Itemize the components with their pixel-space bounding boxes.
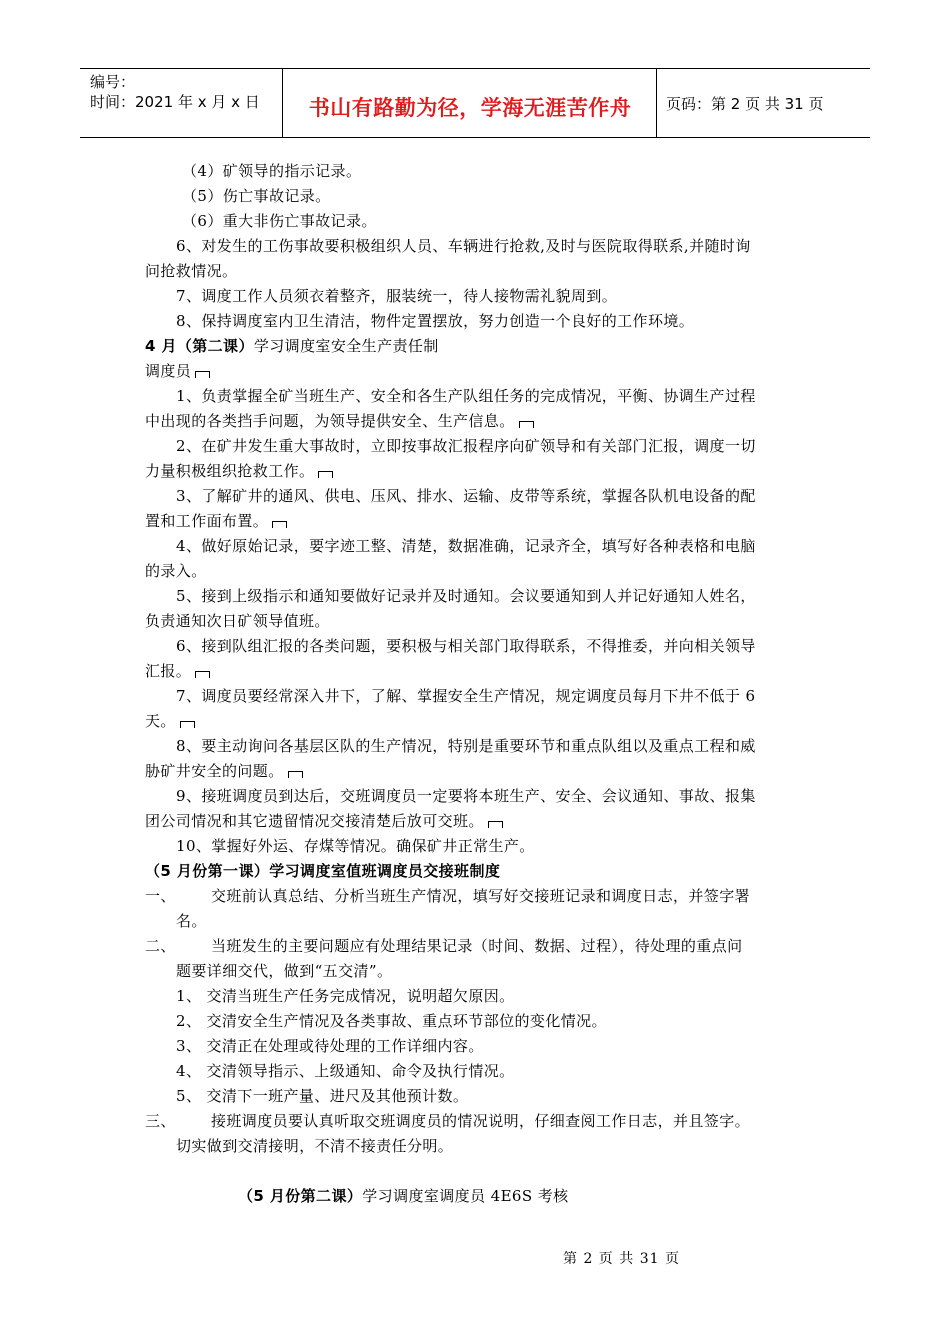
body-line: （6）重大非伤亡事故记录。 xyxy=(182,212,377,230)
line-break-mark xyxy=(519,421,534,428)
body-line: 5、接到上级指示和通知要做好记录并及时通知。会议要通知到人并记好通知人姓名， xyxy=(176,587,756,605)
body-line-text: 天。 xyxy=(145,712,176,730)
body-line: （4）矿领导的指示记录。 xyxy=(182,162,362,180)
body-line-text: 胁矿井安全的问题。 xyxy=(145,762,284,780)
body-line xyxy=(145,461,333,481)
line-break-mark xyxy=(488,821,503,828)
header-motto: 书山有路勤为径，学海无涯苦作舟 xyxy=(308,96,632,120)
body-line: 7、调度员要经常深入井下，了解、掌握安全生产情况，规定调度员每月下井不低于 6 xyxy=(176,687,756,705)
section-heading xyxy=(145,336,439,356)
body-line: 8、要主动询问各基层区队的生产情况，特别是重要环节和重点队组以及重点工程和威 xyxy=(176,737,756,755)
page-footer: 第 2 页 共 31 页 xyxy=(563,1251,680,1267)
heading-bold-part: 4 月（第二课） xyxy=(145,337,254,355)
line-break-mark xyxy=(195,371,210,378)
body-line-text: 力量积极组织抢救工作。 xyxy=(145,462,315,480)
body-line: 4、做好原始记录，要字迹工整、清楚，数据准确，记录齐全，填写好各种表格和电脑 xyxy=(176,537,756,555)
body-line: 3、了解矿井的通风、供电、压风、排水、运输、皮带等系统，掌握各队机电设备的配 xyxy=(176,487,756,505)
list-item: 3、 交清正在处理或待处理的工作详细内容。 xyxy=(176,1037,484,1055)
body-line: 9、接班调度员到达后，交班调度员一定要将本班生产、安全、会议通知、事故、报集 xyxy=(176,787,756,805)
body-line xyxy=(145,711,195,731)
heading-bold-part: （5 月份第二课） xyxy=(238,1187,363,1205)
body-line: 当班发生的主要问题应有处理结果记录（时间、数据、过程），待处理的重点问 xyxy=(211,937,743,955)
list-item: 5、 交清下一班产量、进尺及其他预计数。 xyxy=(176,1087,469,1105)
body-line-text: 汇报。 xyxy=(145,662,192,680)
body-line: 的录入。 xyxy=(145,562,207,580)
list-item: 2、 交清安全生产情况及各类事故、重点环节部位的变化情况。 xyxy=(176,1012,607,1030)
line-break-mark xyxy=(318,471,333,478)
section-heading xyxy=(238,1186,569,1206)
body-line: 8、保持调度室内卫生清洁，物件定置摆放，努力创造一个良好的工作环境。 xyxy=(176,312,695,330)
body-line: 6、接到队组汇报的各类问题，要积极与相关部门取得联系，不得推委，并向相关领导 xyxy=(176,637,756,655)
body-line: 6、对发生的工伤事故要积极组织人员、车辆进行抢救,及时与医院取得联系,并随时询 xyxy=(176,237,751,255)
line-break-mark xyxy=(288,771,303,778)
section-heading: （5 月份第一课）学习调度室值班调度员交接班制度 xyxy=(145,862,501,880)
page-header xyxy=(80,68,870,138)
heading-text: 学习调度室安全生产责任制 xyxy=(253,337,439,355)
body-line: 7、调度工作人员须衣着整齐，服装统一，待人接物需礼貌周到。 xyxy=(176,287,618,305)
body-line: 2、在矿井发生重大事故时，立即按事故汇报程序向矿领导和有关部门汇报，调度一切 xyxy=(176,437,756,455)
body-line xyxy=(145,811,503,831)
body-line: 名。 xyxy=(176,912,207,930)
line-break-mark xyxy=(272,521,287,528)
body-line xyxy=(145,361,210,381)
body-line-text: 置和工作面布置。 xyxy=(145,512,269,530)
body-line xyxy=(145,411,534,431)
header-divider xyxy=(656,69,657,137)
body-line-text: 中出现的各类挡手问题，为领导提供安全、生产信息。 xyxy=(145,412,515,430)
list-number: 一、 xyxy=(145,887,176,905)
list-number: 三、 xyxy=(145,1112,176,1130)
body-line: 交班前认真总结、分析当班生产情况，填写好交接班记录和调度日志，并签字署 xyxy=(211,887,751,905)
body-line: 1、负责掌握全矿当班生产、安全和各生产队组任务的完成情况，平衡、协调生产过程 xyxy=(176,387,756,405)
body-line: 负责通知次日矿领导值班。 xyxy=(145,612,330,630)
line-break-mark xyxy=(180,721,195,728)
list-item: 4、 交清领导指示、上级通知、命令及执行情况。 xyxy=(176,1062,515,1080)
header-page-number: 页码：第 2 页 共 31 页 xyxy=(666,95,824,113)
header-divider xyxy=(282,69,283,137)
body-line: （5）伤亡事故记录。 xyxy=(182,187,331,205)
body-line: 接班调度员要认真听取交班调度员的情况说明，仔细查阅工作日志，并且签字。 xyxy=(211,1112,751,1130)
body-line: 问抢救情况。 xyxy=(145,262,238,280)
document-number-label: 编号： xyxy=(90,73,136,91)
body-line xyxy=(145,511,287,531)
body-line: 切实做到交清接明，不清不接责任分明。 xyxy=(176,1137,454,1155)
body-line-text: 调度员 xyxy=(145,362,192,380)
body-line xyxy=(145,761,303,781)
body-line: 题要详细交代，做到“五交清”。 xyxy=(176,962,393,980)
list-number: 二、 xyxy=(145,937,176,955)
line-break-mark xyxy=(195,671,210,678)
body-line: 10、掌握好外运、存煤等情况。确保矿井正常生产。 xyxy=(176,837,535,855)
document-time-label: 时间：2021 年 x 月 x 日 xyxy=(90,93,260,111)
list-item: 1、 交清当班生产任务完成情况，说明超欠原因。 xyxy=(176,987,515,1005)
heading-text: 学习调度室调度员 4E6S 考核 xyxy=(362,1187,569,1205)
body-line-text: 团公司情况和其它遗留情况交接清楚后放可交班。 xyxy=(145,812,484,830)
body-line xyxy=(145,661,210,681)
